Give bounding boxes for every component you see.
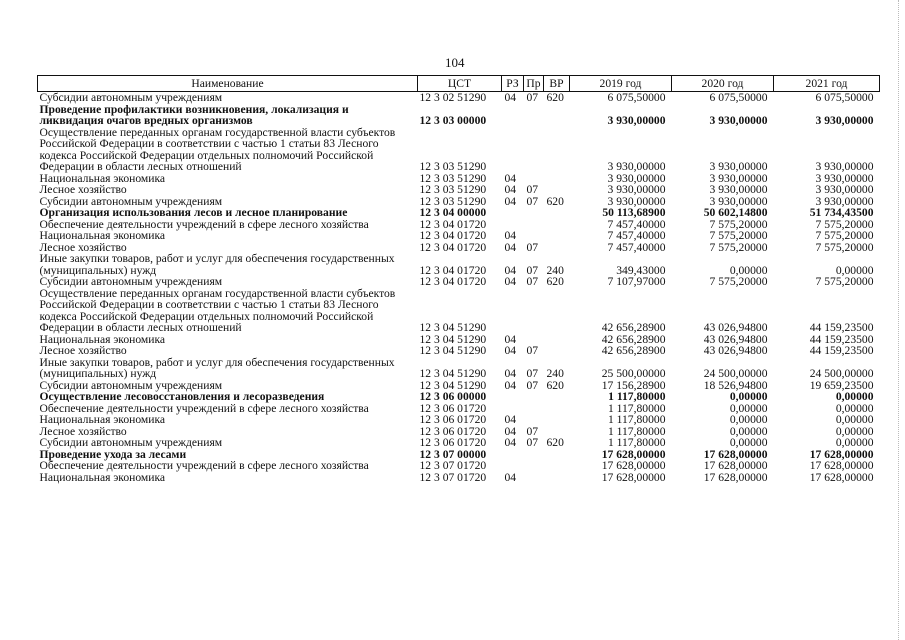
cell-2021: 17 628,00000 (809, 459, 874, 472)
cell-cst: 12 3 07 00000 (419, 447, 487, 461)
cell-2021: 17 628,00000 (809, 447, 874, 461)
header-2019: 2019 год (570, 76, 672, 92)
cell-2019: 50 113,68900 (602, 206, 666, 219)
cell-name: Лесное хозяйство (39, 183, 127, 196)
cell-name: Национальная экономика (39, 171, 166, 185)
cell-rz (502, 104, 524, 127)
cell-cst: 12 3 04 51290 (419, 367, 487, 380)
table-row (38, 472, 880, 484)
cell-name: Обеспечение деятельности учреждений в сфере лесного хозяйства (39, 459, 369, 472)
cell-rz: 04 (504, 240, 517, 254)
cell-2019: 7 457,40000 (607, 217, 666, 231)
table-row (38, 414, 880, 426)
cell-2020: 43 026,94800 (703, 321, 768, 334)
cell-2020: 3 930,00000 (709, 171, 768, 185)
cell-2021: 7 575,20000 (815, 229, 874, 242)
cell-cst: 12 3 03 51290 (419, 171, 487, 185)
cell-2019: 3 930,00000 (607, 160, 666, 173)
cell-2021: 3 930,00000 (815, 160, 874, 173)
cell-name: Проведение профилактики возникновения, локализация и ликвидация очагов вредных организмов (39, 102, 349, 127)
cell-cst: 12 3 03 51290 (419, 194, 487, 208)
cell-vr (544, 334, 570, 346)
cell-2021: 0,00000 (835, 390, 874, 403)
cell-name: Национальная экономика (39, 470, 166, 484)
cell-rz: 04 (504, 424, 517, 438)
cell-vr (544, 288, 570, 334)
cell-name: Проведение ухода за лесами (39, 447, 187, 461)
cell-vr: 240 (546, 263, 564, 277)
cell-pr (524, 460, 544, 472)
cell-cst: 12 3 04 00000 (419, 206, 487, 219)
cell-2021: 0,00000 (835, 436, 874, 449)
cell-rz: 04 (504, 194, 517, 208)
header-pr: Пр (524, 76, 544, 92)
page-edge-scan-artifact (898, 0, 905, 640)
cell-2019: 6 075,50000 (607, 91, 666, 104)
cell-pr (524, 127, 544, 173)
cell-cst: 12 3 06 00000 (419, 390, 487, 403)
cell-pr (524, 207, 544, 219)
cell-2021: 7 575,20000 (815, 275, 874, 288)
cell-cst: 12 3 04 01720 (419, 229, 487, 242)
cell-name: Лесное хозяйство (39, 424, 127, 438)
table-row (38, 437, 880, 449)
cell-pr (524, 391, 544, 403)
table-row (38, 276, 880, 288)
cell-cst: 12 3 03 00000 (419, 114, 487, 127)
cell-2021: 0,00000 (835, 413, 874, 426)
cell-2019: 3 930,00000 (607, 194, 666, 208)
cell-2021: 3 930,00000 (815, 171, 874, 185)
cell-2020: 17 628,00000 (703, 459, 768, 472)
cell-2019: 42 656,28900 (601, 332, 666, 346)
cell-2019: 1 117,80000 (607, 401, 666, 415)
header-row (38, 76, 880, 92)
table-row (38, 127, 880, 173)
cell-2021: 17 628,00000 (809, 470, 874, 484)
cell-rz: 04 (504, 183, 517, 196)
cell-2020: 43 026,94800 (703, 344, 768, 357)
table-row (38, 184, 880, 196)
table-row (38, 345, 880, 357)
cell-2019: 17 156,28900 (601, 378, 666, 392)
cell-vr (544, 449, 570, 461)
table-row (38, 460, 880, 472)
cell-pr (524, 403, 544, 415)
cell-pr (524, 230, 544, 242)
cell-cst: 12 3 06 01720 (419, 424, 487, 438)
cell-2021: 7 575,20000 (815, 240, 874, 254)
cell-2021: 7 575,20000 (815, 217, 874, 231)
cell-vr (544, 345, 570, 357)
cell-vr (544, 127, 570, 173)
table-row (38, 207, 880, 219)
cell-2020: 7 575,20000 (709, 275, 768, 288)
cell-2019: 3 930,00000 (607, 183, 666, 196)
cell-2019: 7 107,97000 (607, 275, 666, 288)
cell-rz: 04 (504, 413, 517, 426)
cell-vr (544, 173, 570, 185)
header-2020: 2020 год (672, 76, 774, 92)
cell-cst: 12 3 02 51290 (419, 91, 487, 104)
cell-vr: 620 (546, 194, 564, 208)
cell-pr: 07 (526, 367, 539, 380)
cell-cst: 12 3 07 01720 (419, 459, 487, 472)
cell-vr (544, 472, 570, 484)
cell-cst: 12 3 03 51290 (419, 160, 487, 173)
cell-2021: 3 930,00000 (815, 194, 874, 208)
cell-pr: 07 (526, 424, 539, 438)
cell-pr: 07 (526, 194, 539, 208)
cell-2020: 7 575,20000 (709, 240, 768, 254)
cell-2020: 0,00000 (729, 263, 768, 277)
header-name: Наименование (38, 76, 418, 92)
cell-pr: 07 (526, 240, 539, 254)
cell-pr: 07 (526, 378, 539, 392)
cell-2020: 17 628,00000 (703, 470, 768, 484)
table-row (38, 230, 880, 242)
cell-vr (544, 391, 570, 403)
cell-pr (524, 414, 544, 426)
cell-2020: 7 575,20000 (709, 217, 768, 231)
cell-vr (544, 104, 570, 127)
cell-cst: 12 3 04 01720 (419, 240, 487, 254)
cell-pr (524, 449, 544, 461)
cell-name: Организация использования лесов и лесное планирование (39, 206, 348, 219)
header-cst: ЦСТ (418, 76, 502, 92)
cell-vr (544, 242, 570, 254)
cell-rz: 04 (504, 171, 517, 185)
cell-rz: 04 (504, 263, 517, 277)
cell-rz: 04 (504, 91, 517, 104)
cell-name: Осуществление переданных органам государственной власти субъектов Российской Федерации в соответствии с частью 1 статьи 83 Лесного кодекса Российской Федерации отдельных полномочий Российской Федерации в области лесных отношений (39, 125, 396, 173)
table-body (38, 92, 880, 484)
cell-pr: 07 (526, 183, 539, 196)
cell-vr (544, 403, 570, 415)
budget-table (37, 75, 880, 483)
cell-rz: 04 (504, 470, 517, 484)
cell-2020: 0,00000 (729, 401, 768, 415)
cell-name: Субсидии автономным учреждениям (39, 378, 223, 392)
cell-2020: 18 526,94800 (703, 378, 768, 392)
cell-name: Национальная экономика (39, 413, 166, 426)
cell-2019: 1 117,80000 (607, 424, 666, 438)
cell-2019: 25 500,00000 (601, 367, 666, 380)
table-row (38, 288, 880, 334)
cell-name: Лесное хозяйство (39, 240, 127, 254)
cell-name: Национальная экономика (39, 332, 166, 346)
cell-vr (544, 184, 570, 196)
cell-vr (544, 414, 570, 426)
cell-vr (544, 207, 570, 219)
cell-2019: 42 656,28900 (601, 344, 666, 357)
cell-rz: 04 (504, 436, 517, 449)
cell-vr: 620 (546, 275, 564, 288)
cell-2021: 0,00000 (835, 401, 874, 415)
cell-rz: 04 (504, 367, 517, 380)
cell-2019: 17 628,00000 (601, 447, 666, 461)
cell-2020: 0,00000 (729, 413, 768, 426)
cell-rz: 04 (504, 229, 517, 242)
cell-2021: 44 159,23500 (809, 344, 874, 357)
cell-name: Обеспечение деятельности учреждений в сфере лесного хозяйства (39, 401, 369, 415)
cell-pr: 07 (526, 344, 539, 357)
cell-pr: 07 (526, 436, 539, 449)
cell-name: Лесное хозяйство (39, 344, 127, 357)
cell-2021: 3 930,00000 (815, 183, 874, 196)
cell-vr (544, 460, 570, 472)
cell-rz (502, 207, 524, 219)
cell-2021: 44 159,23500 (809, 321, 874, 334)
cell-cst: 12 3 04 01720 (419, 217, 487, 231)
table-row (38, 92, 880, 104)
cell-2020: 7 575,20000 (709, 229, 768, 242)
cell-name: Иные закупки товаров, работ и услуг для обеспечения государственных (муниципальных) нужд (39, 355, 395, 380)
cell-2021: 3 930,00000 (815, 114, 874, 127)
cell-2020: 3 930,00000 (709, 194, 768, 208)
cell-2019: 3 930,00000 (607, 114, 666, 127)
cell-2020: 0,00000 (729, 436, 768, 449)
cell-cst: 12 3 04 51290 (419, 378, 487, 392)
cell-cst: 12 3 04 51290 (419, 344, 487, 357)
cell-name: Национальная экономика (39, 229, 166, 242)
cell-2020: 0,00000 (729, 390, 768, 403)
cell-vr (544, 230, 570, 242)
cell-2019: 7 457,40000 (607, 240, 666, 254)
cell-rz: 04 (504, 332, 517, 346)
cell-rz (502, 449, 524, 461)
page-number: 104 (445, 55, 465, 70)
header-rz: РЗ (502, 76, 524, 92)
cell-name: Субсидии автономным учреждениям (39, 91, 223, 104)
cell-2019: 17 628,00000 (601, 470, 666, 484)
cell-2019: 17 628,00000 (601, 459, 666, 472)
cell-2020: 0,00000 (729, 424, 768, 438)
cell-rz (502, 460, 524, 472)
cell-pr (524, 288, 544, 334)
table-row (38, 357, 880, 380)
cell-name: Субсидии автономным учреждениям (39, 275, 223, 288)
cell-2021: 24 500,00000 (809, 367, 874, 380)
cell-name: Субсидии автономным учреждениям (39, 436, 223, 449)
cell-rz (502, 127, 524, 173)
cell-cst: 12 3 04 01720 (419, 263, 487, 277)
cell-2019: 1 117,80000 (607, 436, 666, 449)
cell-pr: 07 (526, 263, 539, 277)
cell-name: Субсидии автономным учреждениям (39, 194, 223, 208)
cell-name: Обеспечение деятельности учреждений в сфере лесного хозяйства (39, 217, 369, 231)
cell-2019: 3 930,00000 (607, 171, 666, 185)
cell-2020: 24 500,00000 (703, 367, 768, 380)
cell-2019: 349,43000 (616, 263, 666, 277)
cell-rz (502, 288, 524, 334)
cell-vr: 620 (546, 91, 564, 104)
cell-2019: 42 656,28900 (601, 321, 666, 334)
cell-pr (524, 219, 544, 231)
cell-cst: 12 3 07 01720 (419, 470, 487, 484)
cell-vr (544, 219, 570, 231)
cell-2019: 1 117,80000 (608, 390, 666, 403)
cell-pr (524, 104, 544, 127)
cell-cst: 12 3 04 51290 (419, 332, 487, 346)
cell-2019: 1 117,80000 (607, 413, 666, 426)
table-row (38, 104, 880, 127)
cell-2020: 3 930,00000 (709, 114, 768, 127)
cell-rz (502, 391, 524, 403)
cell-2020: 43 026,94800 (703, 332, 768, 346)
table-row (38, 253, 880, 276)
header-2021: 2021 год (774, 76, 880, 92)
cell-name: Иные закупки товаров, работ и услуг для обеспечения государственных (муниципальных) нужд (39, 252, 395, 277)
cell-pr (524, 472, 544, 484)
cell-vr: 620 (546, 378, 564, 392)
cell-cst: 12 3 04 51290 (419, 321, 487, 334)
cell-pr: 07 (526, 275, 539, 288)
cell-cst: 12 3 06 01720 (419, 401, 487, 415)
cell-rz: 04 (504, 344, 517, 357)
header-vr: ВР (544, 76, 570, 92)
cell-cst: 12 3 03 51290 (419, 183, 487, 196)
cell-name: Осуществление лесовосстановления и лесоразведения (39, 390, 325, 403)
cell-2021: 51 734,43500 (809, 206, 874, 219)
cell-vr: 620 (546, 436, 564, 449)
cell-2021: 0,00000 (835, 263, 874, 277)
cell-name: Осуществление переданных органам государственной власти субъектов Российской Федерации в соответствии с частью 1 статьи 83 Лесного кодекса Российской Федерации отдельных полномочий Российской Федерации в области лесных отношений (39, 286, 396, 334)
cell-2021: 19 659,23500 (809, 378, 874, 392)
cell-cst: 12 3 06 01720 (419, 436, 487, 449)
cell-2021: 0,00000 (835, 424, 874, 438)
cell-2020: 50 602,14800 (703, 206, 768, 219)
cell-2020: 3 930,00000 (709, 160, 768, 173)
cell-2020: 6 075,50000 (709, 91, 768, 104)
cell-2021: 6 075,50000 (815, 91, 874, 104)
cell-vr: 240 (546, 367, 564, 380)
cell-2019: 7 457,40000 (607, 229, 666, 242)
cell-cst: 12 3 04 01720 (419, 275, 487, 288)
cell-2020: 17 628,00000 (703, 447, 768, 461)
cell-rz: 04 (504, 275, 517, 288)
cell-rz: 04 (504, 378, 517, 392)
table-row (38, 391, 880, 403)
cell-2021: 44 159,23500 (809, 332, 874, 346)
cell-2020: 3 930,00000 (709, 183, 768, 196)
cell-pr: 07 (526, 91, 539, 104)
cell-cst: 12 3 06 01720 (419, 413, 487, 426)
